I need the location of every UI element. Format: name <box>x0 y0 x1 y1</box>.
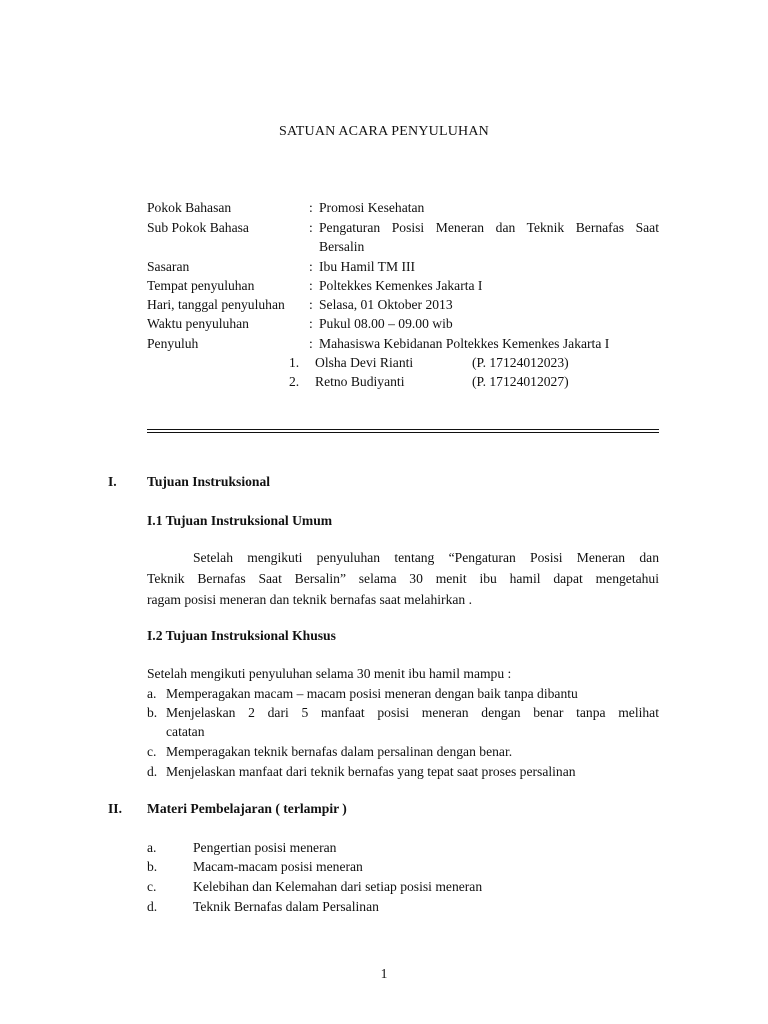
list-item-text: Memperagakan macam – macam posisi meneran dengan baik tanpa dibantu <box>166 686 578 701</box>
info-label-sasaran: Sasaran <box>147 259 190 274</box>
presenter-nim: (P. 17124012023) <box>472 355 569 370</box>
list-item-text: Teknik Bernafas dalam Persalinan <box>193 899 379 914</box>
presenter-name: Olsha Devi Rianti <box>315 355 414 370</box>
list-item-marker: d. <box>147 899 158 914</box>
document-title: SATUAN ACARA PENYULUHAN <box>279 124 489 139</box>
list-item-marker: b. <box>147 859 158 874</box>
info-colon: : <box>309 316 313 331</box>
list-item-marker: c. <box>147 879 157 894</box>
list-item-text: Memperagakan teknik bernafas dalam persalinan dengan benar. <box>166 744 513 759</box>
info-label-penyuluh: Penyuluh <box>147 336 199 351</box>
list-item-marker: b. <box>147 705 158 720</box>
info-value-waktu: Pukul 08.00 – 09.00 wib <box>319 316 453 331</box>
section-1-numeral: I. <box>108 474 117 489</box>
info-value-sasaran: Ibu Hamil TM III <box>319 259 416 274</box>
list-item-marker: c. <box>147 744 157 759</box>
list-item-text: Pengertian posisi meneran <box>193 840 337 855</box>
info-colon: : <box>309 297 313 312</box>
subsection-1-2-title: I.2 Tujuan Instruksional Khusus <box>147 628 336 643</box>
page-number: 1 <box>380 966 388 981</box>
divider-line-top <box>147 429 659 430</box>
list-item-text-cont: catatan <box>166 724 205 739</box>
divider-line-bottom <box>147 432 659 433</box>
list-item-marker: a. <box>147 840 157 855</box>
subsection-1-2-intro: Setelah mengikuti penyuluhan selama 30 menit ibu hamil mampu : <box>147 666 512 681</box>
presenter-nim: (P. 17124012027) <box>472 374 569 389</box>
info-value-tempat: Poltekkes Kemenkes Jakarta I <box>319 278 483 293</box>
presenter-number: 2. <box>289 374 300 389</box>
info-colon: : <box>309 220 313 235</box>
info-label-waktu: Waktu penyuluhan <box>147 316 249 331</box>
info-value-penyuluh: Mahasiswa Kebidanan Poltekkes Kemenkes Jakarta I <box>319 336 610 351</box>
list-item-marker: a. <box>147 686 157 701</box>
section-1-title: Tujuan Instruksional <box>147 474 271 489</box>
list-item-marker: d. <box>147 764 158 779</box>
info-colon: : <box>309 278 313 293</box>
info-value-sub-pokok-bahasa: Pengaturan Posisi Meneran dan Teknik Bernafas Saat <box>319 220 659 235</box>
info-colon: : <box>309 336 313 351</box>
info-colon: : <box>309 259 313 274</box>
paragraph-line: Teknik Bernafas Saat Bersalin” selama 30 menit ibu hamil dapat mengetahui <box>147 571 659 586</box>
info-label-pokok-bahasan: Pokok Bahasan <box>147 200 232 215</box>
info-value-pokok-bahasan: Promosi Kesehatan <box>319 200 425 215</box>
info-label-sub-pokok-bahasa: Sub Pokok Bahasa <box>147 220 249 235</box>
info-value-sub-pokok-bahasa-cont: Bersalin <box>319 239 365 254</box>
subsection-1-1-title: I.1 Tujuan Instruksional Umum <box>147 513 333 528</box>
info-label-hari-tanggal: Hari, tanggal penyuluhan <box>147 297 285 312</box>
list-item-text: Macam-macam posisi meneran <box>193 859 363 874</box>
list-item-text: Kelebihan dan Kelemahan dari setiap posisi meneran <box>193 879 483 894</box>
paragraph-line: ragam posisi meneran dan teknik bernafas saat melahirkan . <box>147 592 472 607</box>
section-2-numeral: II. <box>108 801 122 816</box>
list-item-text: Menjelaskan 2 dari 5 manfaat posisi meneran dengan benar tanpa melihat <box>166 705 659 720</box>
paragraph-line: Setelah mengikuti penyuluhan tentang “Pengaturan Posisi Meneran dan <box>193 550 659 565</box>
section-2-title: Materi Pembelajaran ( terlampir ) <box>147 801 347 816</box>
info-colon: : <box>309 200 313 215</box>
list-item-text: Menjelaskan manfaat dari teknik bernafas yang tepat saat proses persalinan <box>166 764 576 779</box>
presenter-number: 1. <box>289 355 300 370</box>
info-label-tempat: Tempat penyuluhan <box>147 278 255 293</box>
info-value-hari-tanggal: Selasa, 01 Oktober 2013 <box>319 297 453 312</box>
presenter-name: Retno Budiyanti <box>315 374 405 389</box>
subsection-1-1-paragraph <box>147 547 659 610</box>
